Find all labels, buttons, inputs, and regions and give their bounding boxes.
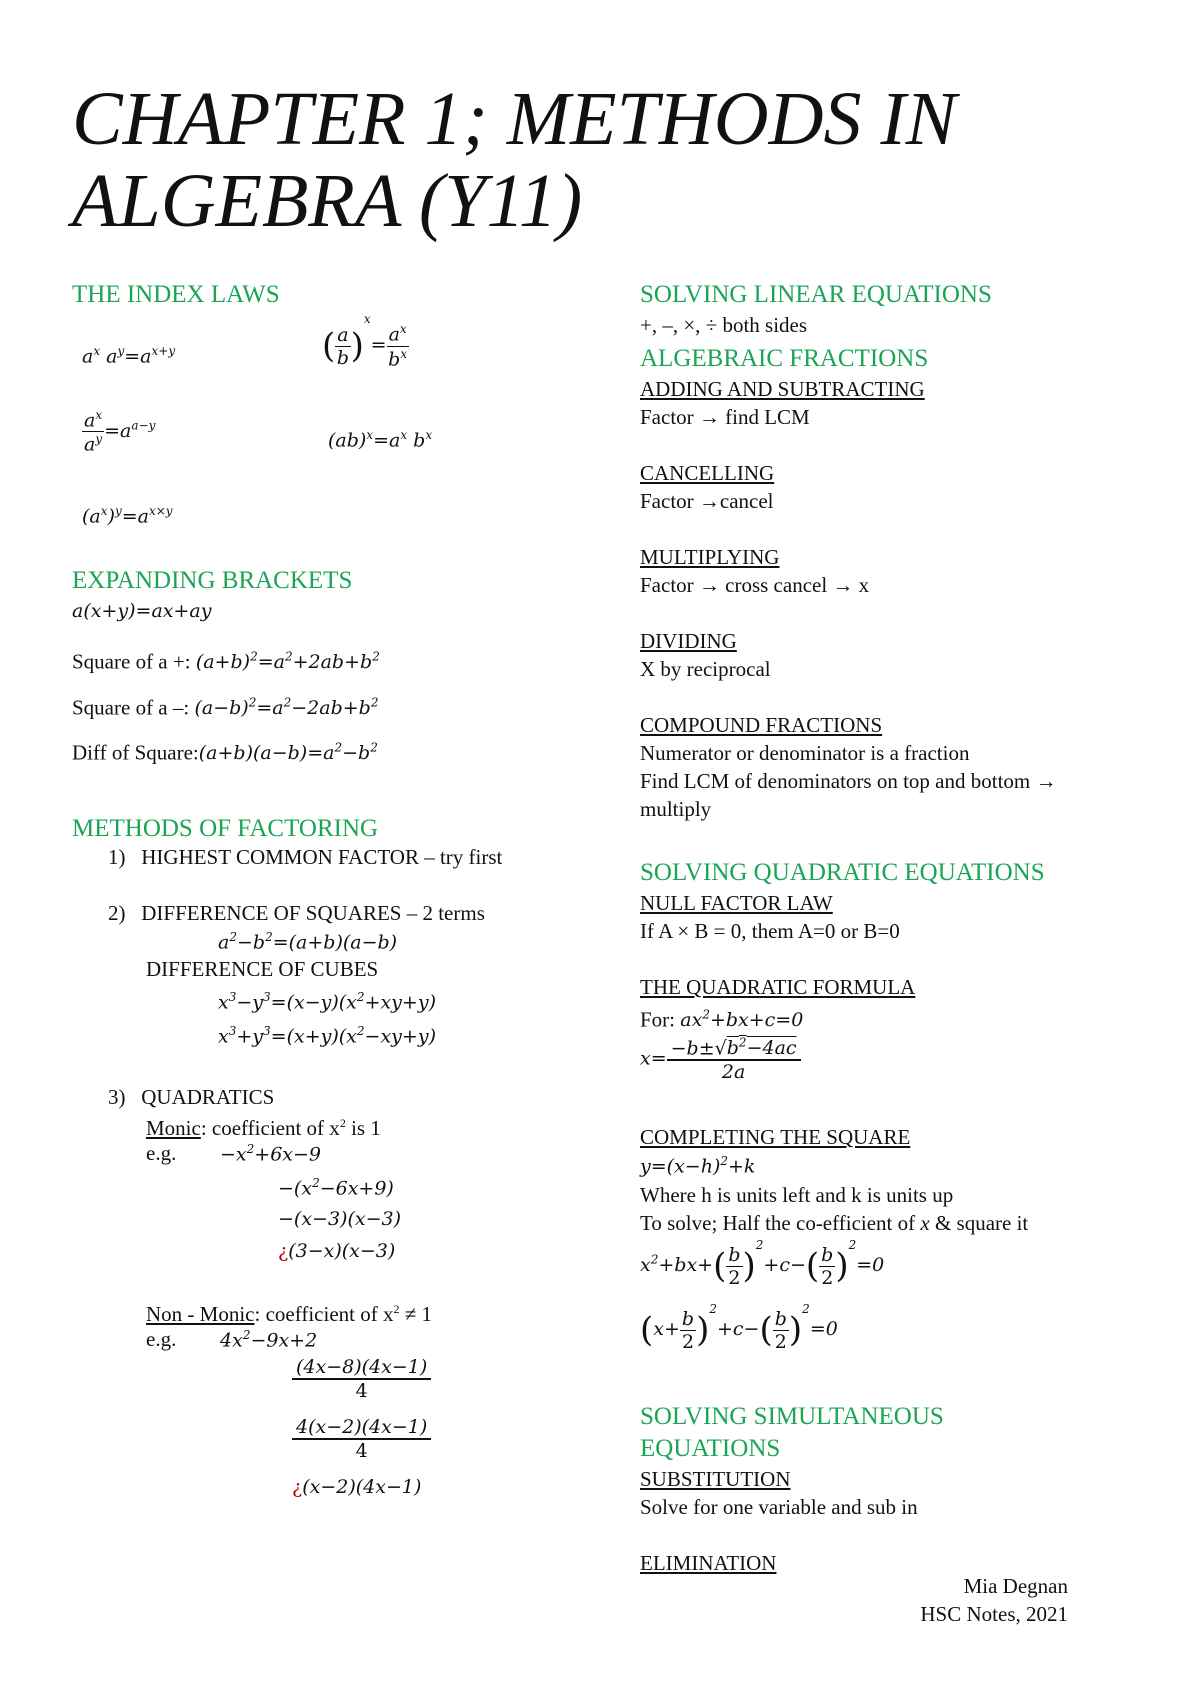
solve-text-row [640,1210,1028,1237]
substitution-subheading: SUBSTITUTION [640,1467,791,1491]
completing-step-2: (x+ $\frac{b}{2}$ )$^2$+c−( $\frac{b}{2}$ )$^2$=0 [640,1302,838,1353]
nonmonic-row: Non - Monic: coefficient of $x^2 \ne 1$ [146,1302,433,1326]
diff-squares-formula: $a^2-b^2=(a+b)(a-b)$ [218,930,398,954]
monic-text: : coefficient of x [200,1116,340,1140]
index-law-product-power: $(ab)^x=a^x$ $b^x$ [328,428,433,452]
index-law-quotient: $\frac{a^x}{a^y}$ $=a^{a-y}$ [84,408,156,456]
dividing-text: X by reciprocal [640,657,771,681]
monic-end: is 1 [345,1116,381,1140]
index-law-product: $a^x$ $a^y=a^{x+y}$ [82,344,176,368]
square-plus-label: Square of a +: [72,649,191,674]
where-text: Where h is units left and k is units up [640,1183,954,1207]
factoring-item-diff-squares: 2) DIFFERENCE OF SQUARES – 2 terms [108,901,485,925]
square-minus-row: Square of a –: $(a-b)^2=a^2-2ab+b^2$ [72,695,379,720]
diff-cubes-label: DIFFERENCE OF CUBES [146,957,379,981]
nonmonic-text: : coefficient of x [254,1302,394,1326]
monic-step-1: $-x^2+6x-9$ [220,1142,322,1166]
completing-step-1: $x^2+bx+$( $\frac{b}{2}$ )$^2$+c−( $\frac{b}{2}$ )$^2$=0 [640,1238,885,1289]
expand-distributive: a(x+y)=ax+ay [72,600,212,622]
monic-step-2: $-(x^2-6x+9)$ [278,1176,394,1200]
expanding-heading: EXPANDING BRACKETS [72,567,353,594]
diff-square-label: Diff of Square: [72,740,199,765]
linear-text: +, –, ×, ÷ both sides [640,313,808,337]
footer-author: Mia Degnan [963,1574,1068,1598]
monic-row: Monic: coefficient of $x^2$ is 1 [146,1116,381,1140]
factoring-item-quadratics: 3) QUADRATICS [108,1085,275,1109]
footer [920,1572,1068,1628]
index-laws-heading: THE INDEX LAWS [72,281,280,308]
multiplying-subheading: MULTIPLYING [640,545,780,569]
square-plus-row: Square of a +: $(a+b)^2=a^2+2ab+b^2$ [72,649,380,674]
cancelling-text: Factor →cancel [640,489,774,513]
square-minus-label: Square of a –: [72,695,190,720]
add-sub-subheading: ADDING AND SUBTRACTING [640,377,925,401]
simultaneous-heading-line1: SOLVING SIMULTANEOUS [640,1403,944,1430]
nonmonic-step-3: $\frac{4(x-2)(4x-1)}{4}$ [292,1416,431,1462]
elimination-subheading: ELIMINATION [640,1551,777,1575]
compound-text-3: multiply [640,797,712,821]
compound-subheading: COMPOUND FRACTIONS [640,713,883,737]
for-label: For: [640,1007,676,1032]
monic-step-4: ¿(3−x)(x−3) [278,1240,396,1262]
monic-eg-label: e.g. [146,1141,177,1165]
factoring-item-hcf: 1) HIGHEST COMMON FACTOR – try first [108,845,503,869]
footer-note: HSC Notes, 2021 [920,1602,1068,1626]
completing-square-subheading: COMPLETING THE SQUARE [640,1125,911,1149]
quadratic-heading: SOLVING QUADRATIC EQUATIONS [640,859,1045,886]
linear-heading: SOLVING LINEAR EQUATIONS [640,281,992,308]
fractions-heading: ALGEBRAIC FRACTIONS [640,345,929,372]
index-law-power-of-power: $(a^x)^y=a^{x\times y}$ [82,504,173,528]
vertex-form: $y=(x-h)^2+k$ [640,1154,756,1178]
factoring-heading: METHODS OF FACTORING [72,815,379,842]
solve-text-b: & square it [929,1211,1029,1235]
compound-text-1: Numerator or denominator is a fraction [640,741,970,765]
multiplying-text: Factor → cross cancel → x [640,573,870,597]
quadratic-formula: x= $\frac{-b\pm√b^2-4ac}{2a}$ [640,1036,801,1083]
null-factor-subheading: NULL FACTOR LAW [640,891,833,915]
nonmonic-step-1: $4x^2-9x+2$ [220,1328,318,1352]
compound-text-2: Find LCM of denominators on top and bottom → [640,769,1057,793]
page-title: CHAPTER 1; METHODS IN ALGEBRA (Y11) [72,77,957,243]
diff-cubes-formula: $x^3-y^3=(x-y)(x^2+xy+y)$ [218,990,436,1014]
nonmonic-eg-label: e.g. [146,1327,177,1351]
nonmonic-step-4: ¿(x−2)(4x−1) [292,1476,422,1498]
solve-text-a: To solve; Half the co-efficient of [640,1211,921,1235]
cancelling-subheading: CANCELLING [640,461,775,485]
index-law-fraction-power: ( $\frac{a}{b}$ )$^x$= $\frac{a^x}{b^x}$ [322,312,408,370]
quadratic-formula-for-row: For: $ax^2+bx+c=0$ [640,1007,804,1032]
substitution-text: Solve for one variable and sub in [640,1495,918,1519]
monic-label: Monic [146,1116,201,1140]
nonmonic-label: Non - Monic [146,1302,255,1326]
simultaneous-heading-line2: EQUATIONS [640,1435,781,1462]
quadratic-formula-subheading: THE QUADRATIC FORMULA [640,975,916,999]
add-sub-text: Factor → find LCM [640,405,810,429]
solve-text-var: x [920,1211,930,1235]
dividing-subheading: DIVIDING [640,629,737,653]
nonmonic-end: ≠ 1 [399,1302,433,1326]
nonmonic-step-2: $\frac{(4x-8)(4x-1)}{4}$ [292,1356,431,1402]
sum-cubes-formula: $x^3+y^3=(x+y)(x^2-xy+y)$ [218,1024,436,1048]
diff-square-row: Diff of $Square:(a+b)(a-b)=a^2-b^2$ [72,740,378,765]
monic-step-3: −(x−3)(x−3) [278,1208,402,1230]
null-factor-text: If A × B = 0, them A=0 or B=0 [640,919,900,943]
